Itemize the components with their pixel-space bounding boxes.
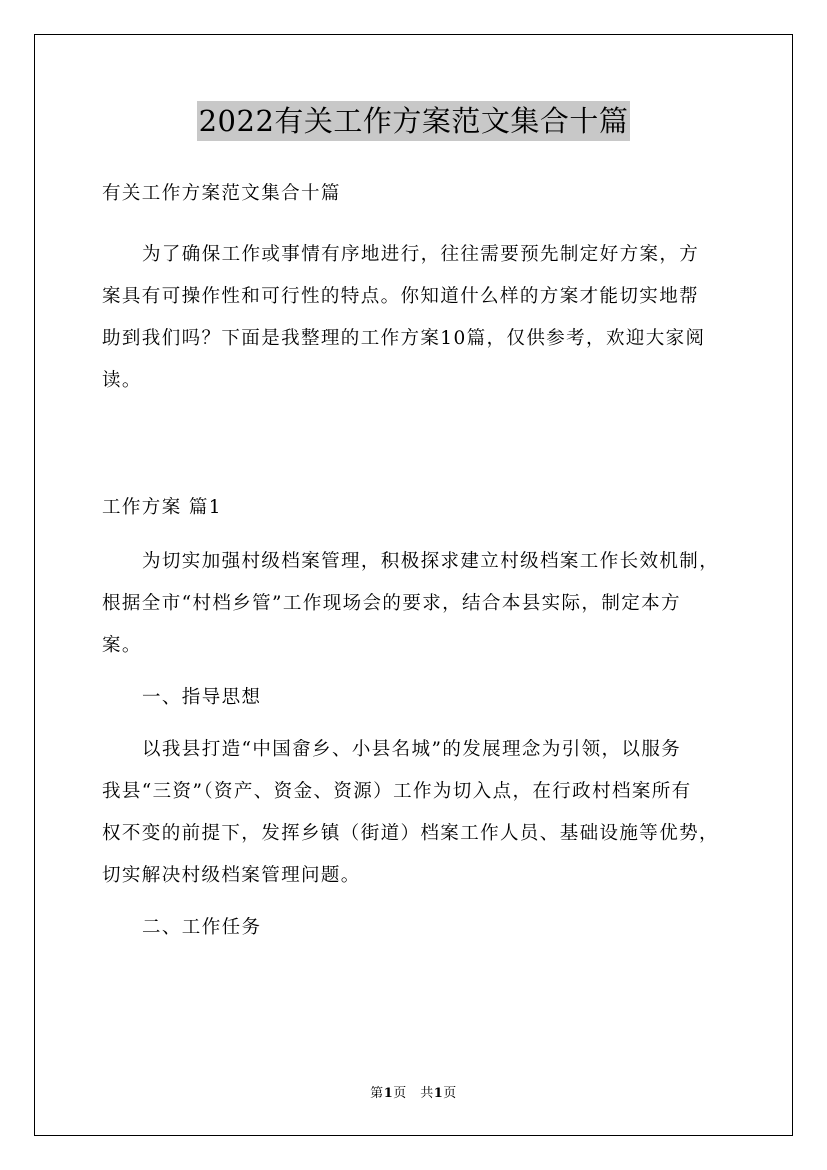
paragraph-line: 助到我们吗？下面是我整理的工作方案10篇，仅供参考，欢迎大家阅 — [102, 328, 706, 349]
paragraph-line: 根据全市“村档乡管”工作现场会的要求，结合本县实际，制定本方 — [102, 593, 681, 614]
footer-page-mid: 页 共 — [393, 1086, 434, 1101]
footer-page-suffix: 页 — [443, 1086, 457, 1101]
paragraph-line: 切实解决村级档案管理问题。 — [102, 865, 361, 886]
heading-guiding-ideology: 一、指导思想 — [142, 687, 262, 708]
section-paragraph-2 — [102, 729, 732, 897]
paragraph-line: 以我县打造“中国畲乡、小县名城”的发展理念为引领，以服务 — [142, 739, 682, 760]
heading-work-tasks: 二、工作任务 — [142, 917, 262, 938]
paragraph-line: 为切实加强村级档案管理，积极探求建立村级档案工作长效机制， — [142, 551, 720, 572]
footer-page-current: 1 — [383, 1086, 394, 1101]
page-footer — [0, 1082, 827, 1101]
document-subtitle: 有关工作方案范文集合十篇 — [102, 183, 341, 204]
paragraph-line: 案。 — [102, 635, 142, 656]
footer-page-total: 1 — [433, 1086, 444, 1101]
paragraph-line: 为了确保工作或事情有序地进行，往往需要预先制定好方案，方 — [142, 244, 700, 265]
document-body — [102, 173, 732, 949]
intro-paragraph — [102, 234, 732, 402]
section-paragraph-1 — [102, 541, 732, 667]
paragraph-line: 权不变的前提下，发挥乡镇（街道）档案工作人员、基础设施等优势， — [102, 823, 719, 844]
paragraph-line: 我县“三资”（资产、资金、资源）工作为切入点，在行政村档案所有 — [102, 781, 692, 802]
section-heading: 工作方案 篇1 — [102, 497, 222, 518]
document-title: 2022有关工作方案范文集合十篇 — [197, 101, 631, 141]
paragraph-line: 案具有可操作性和可行性的特点。你知道什么样的方案才能切实地帮 — [102, 286, 700, 307]
paragraph-line: 读。 — [102, 370, 142, 391]
title-container — [0, 101, 827, 141]
footer-page-prefix: 第 — [370, 1086, 384, 1101]
